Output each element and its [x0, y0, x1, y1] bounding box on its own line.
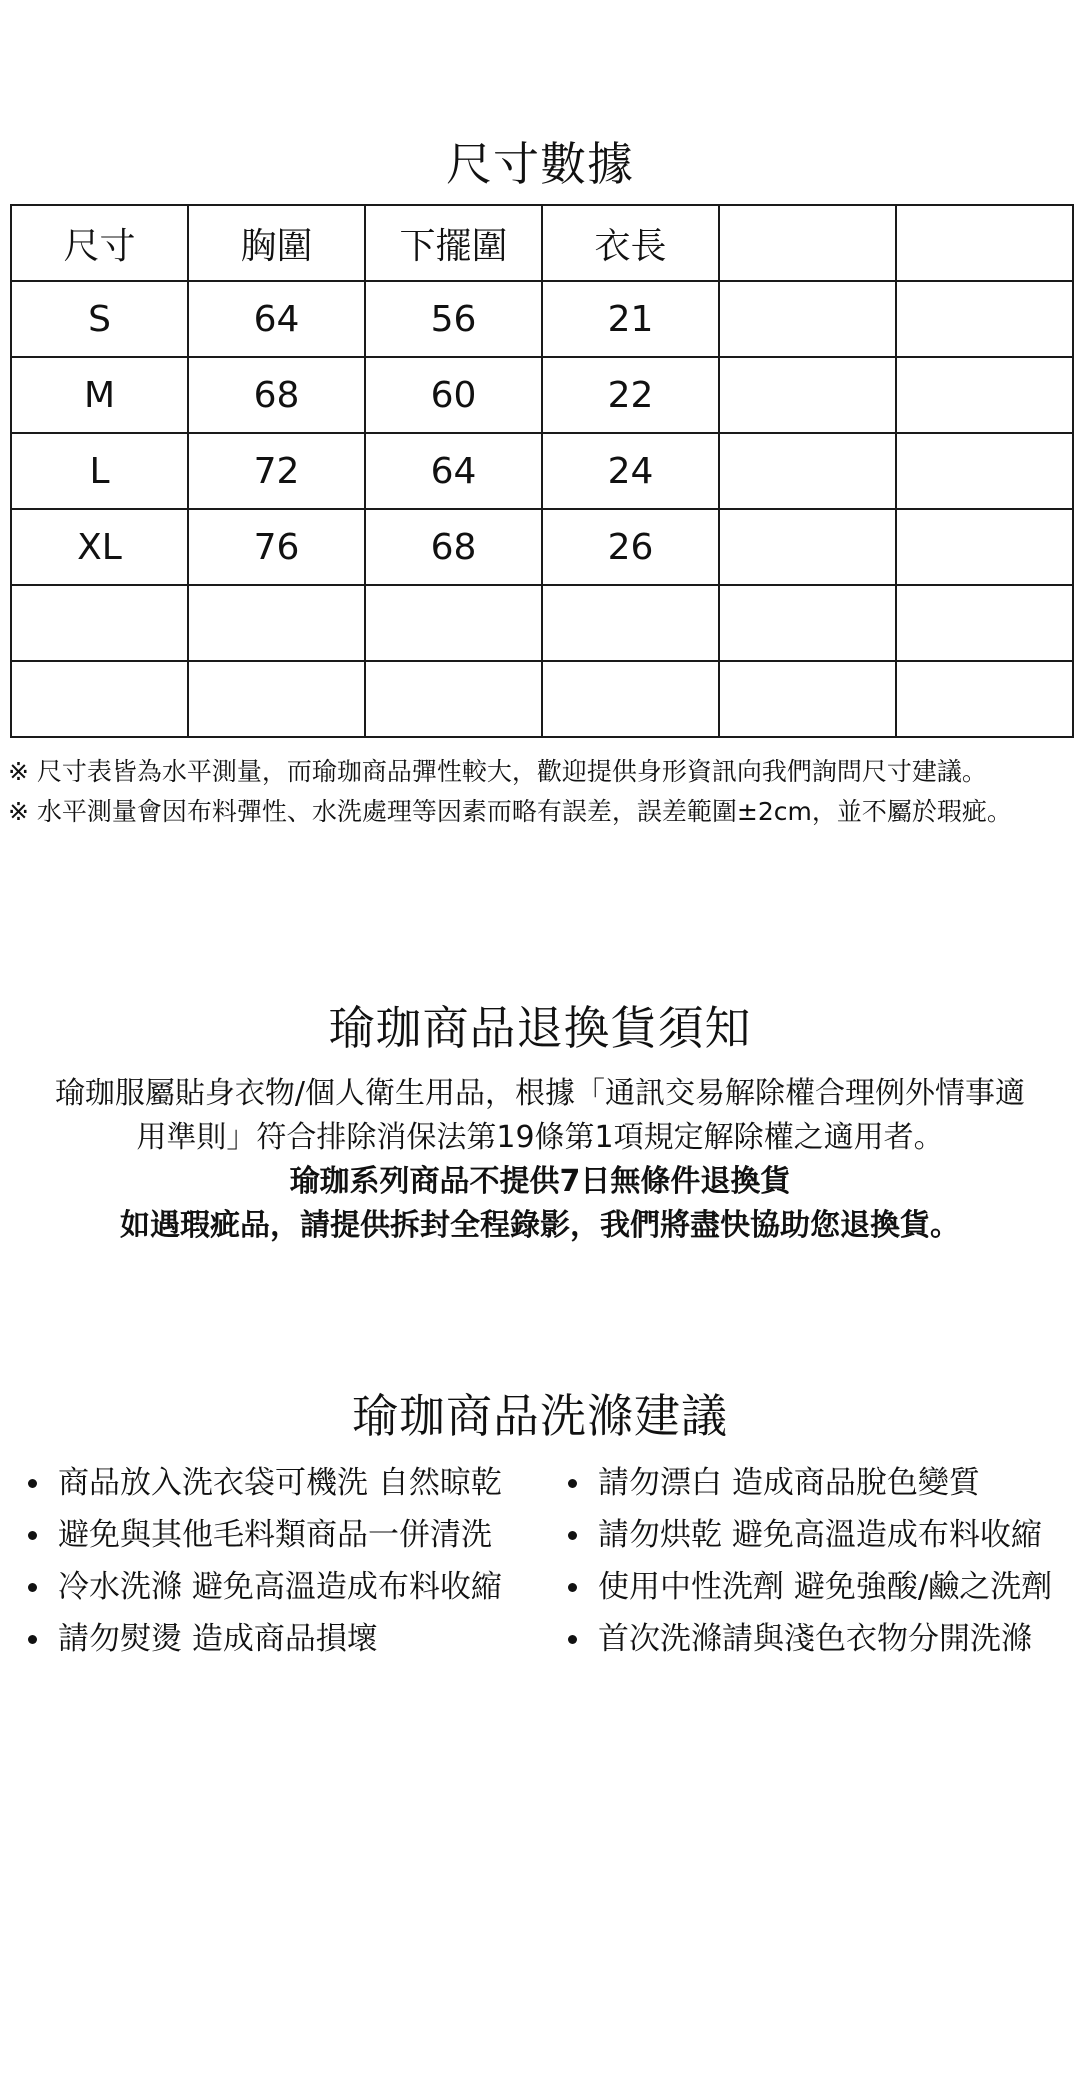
list-item [22, 1514, 562, 1556]
return-policy-text: 瑜珈服屬貼身衣物/個人衛生用品，根據「通訊交易解除權合理例外情事適 [54, 1076, 1026, 1111]
wash-care-list [22, 1462, 1072, 1660]
table-cell: 60 [365, 357, 542, 433]
table-cell: 76 [188, 509, 365, 585]
table-row [11, 509, 1073, 585]
list-item [562, 1618, 1072, 1660]
table-cell: L [11, 433, 188, 509]
table-cell: S [11, 281, 188, 357]
size-chart-title: 尺寸數據 [446, 137, 634, 191]
table-cell: 21 [542, 281, 719, 357]
table-cell [11, 585, 188, 661]
table-cell: 26 [542, 509, 719, 585]
table-cell [719, 585, 896, 661]
list-item-text: 冷水洗滌 避免高溫造成布料收縮 [58, 1569, 502, 1605]
table-cell [719, 661, 896, 737]
bullet-icon [28, 1583, 37, 1592]
table-header-cell [719, 205, 896, 281]
table-cell [896, 357, 1073, 433]
size-table [10, 204, 1074, 738]
table-row [11, 281, 1073, 357]
table-row [11, 661, 1073, 737]
list-item [562, 1462, 1072, 1504]
table-header-row [11, 205, 1073, 281]
list-item [22, 1618, 562, 1660]
table-cell: 24 [542, 433, 719, 509]
return-policy-emphasis: 如遇瑕疵品，請提供拆封全程錄影，我們將盡快協助您退換貨。 [120, 1208, 960, 1243]
table-cell [896, 661, 1073, 737]
bullet-icon [568, 1635, 577, 1644]
size-notes [8, 752, 1012, 832]
table-cell [896, 433, 1073, 509]
table-row [11, 585, 1073, 661]
table-cell [719, 357, 896, 433]
list-item-text: 請勿烘乾 避免高溫造成布料收縮 [598, 1517, 1042, 1553]
table-cell [188, 661, 365, 737]
table-cell: 64 [365, 433, 542, 509]
table-row [11, 433, 1073, 509]
table-cell [365, 585, 542, 661]
table-cell [719, 509, 896, 585]
table-cell: 56 [365, 281, 542, 357]
bullet-icon [568, 1583, 577, 1592]
table-cell [719, 281, 896, 357]
size-note: ※ 水平測量會因布料彈性、水洗處理等因素而略有誤差，誤差範圍±2cm，並不屬於瑕疵。 [8, 797, 1012, 826]
list-item [22, 1566, 562, 1608]
table-cell [896, 585, 1073, 661]
table-header-cell: 胸圍 [188, 205, 365, 281]
table-cell: 68 [365, 509, 542, 585]
table-cell [365, 661, 542, 737]
table-cell: 68 [188, 357, 365, 433]
bullet-icon [28, 1635, 37, 1644]
table-cell [542, 585, 719, 661]
table-cell [11, 661, 188, 737]
return-policy-title: 瑜珈商品退換貨須知 [328, 1001, 752, 1055]
list-item-text: 避免與其他毛料類商品一併清洗 [58, 1517, 492, 1553]
bullet-icon [568, 1531, 577, 1540]
table-row [11, 357, 1073, 433]
size-note: ※ 尺寸表皆為水平測量，而瑜珈商品彈性較大，歡迎提供身形資訊向我們詢問尺寸建議。 [8, 757, 987, 786]
table-header-cell [896, 205, 1073, 281]
table-cell: XL [11, 509, 188, 585]
table-header-cell: 下擺圍 [365, 205, 542, 281]
table-header-cell: 衣長 [542, 205, 719, 281]
table-cell: 64 [188, 281, 365, 357]
list-item [562, 1566, 1072, 1608]
bullet-icon [28, 1479, 37, 1488]
table-cell: 72 [188, 433, 365, 509]
table-header-cell: 尺寸 [11, 205, 188, 281]
bullet-icon [28, 1531, 37, 1540]
return-policy-text: 用準則」符合排除消保法第19條第1項規定解除權之適用者。 [136, 1120, 944, 1155]
list-item-text: 商品放入洗衣袋可機洗 自然晾乾 [58, 1465, 502, 1501]
list-item-text: 首次洗滌請與淺色衣物分開洗滌 [598, 1621, 1032, 1657]
list-item [22, 1462, 562, 1504]
bullet-icon [568, 1479, 577, 1488]
wash-care-title: 瑜珈商品洗滌建議 [352, 1389, 728, 1443]
list-item [562, 1514, 1072, 1556]
table-cell [896, 281, 1073, 357]
table-cell [896, 509, 1073, 585]
return-policy-body [10, 1072, 1070, 1248]
table-cell [188, 585, 365, 661]
list-item-text: 請勿熨燙 造成商品損壞 [58, 1621, 378, 1657]
list-item-text: 使用中性洗劑 避免強酸/鹼之洗劑 [598, 1569, 1053, 1605]
table-cell [719, 433, 896, 509]
table-cell: M [11, 357, 188, 433]
table-cell [542, 661, 719, 737]
return-policy-emphasis: 瑜珈系列商品不提供7日無條件退換貨 [289, 1164, 791, 1199]
list-item-text: 請勿漂白 造成商品脫色變質 [598, 1465, 980, 1501]
table-cell: 22 [542, 357, 719, 433]
